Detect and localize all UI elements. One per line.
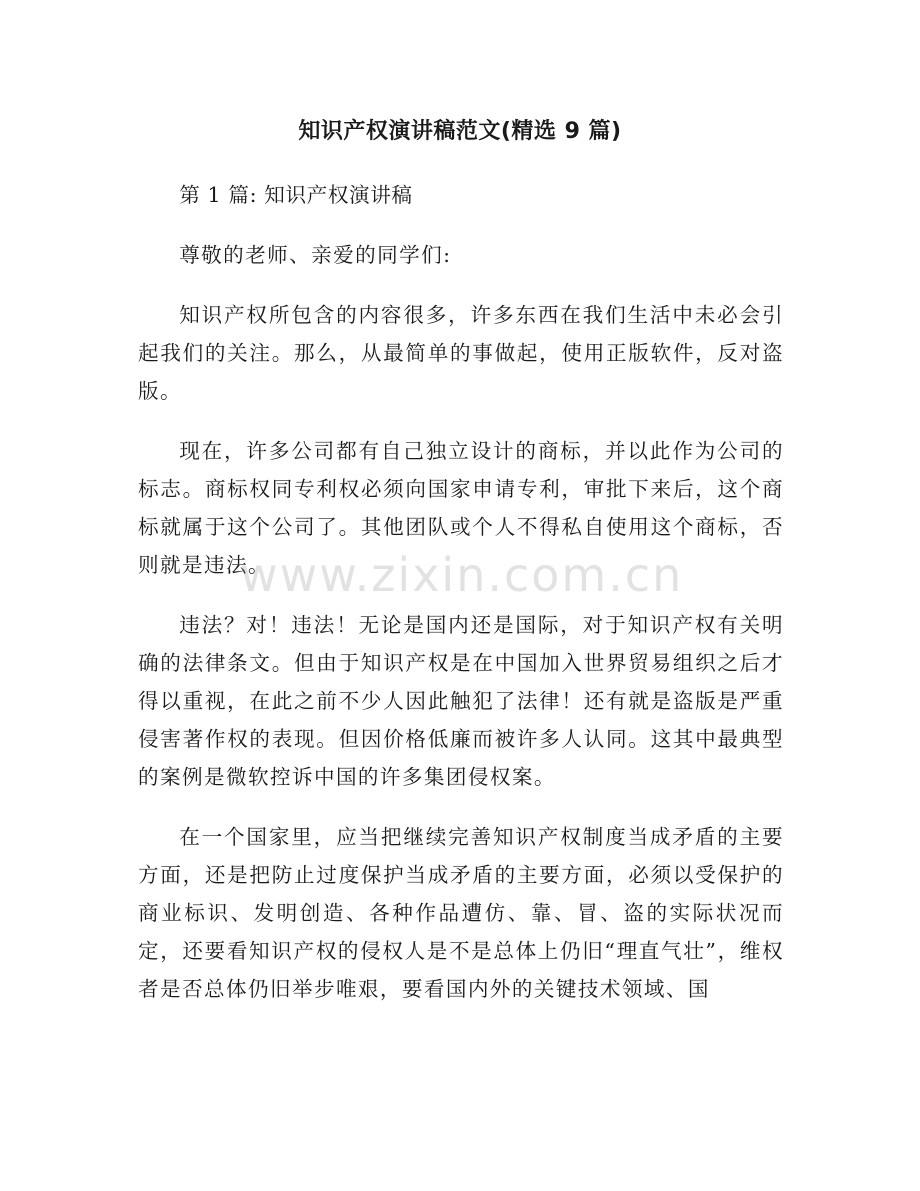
paragraph-1: 知识产权所包含的内容很多，许多东西在我们生活中未必会引起我们的关注。那么，从最简单的事做起，使用正版软件，反对盗版。 — [138, 303, 784, 403]
paragraph-4: 在一个国家里，应当把继续完善知识产权制度当成矛盾的主要方面，还是把防止过度保护当成矛盾的主要方面，必须以受保护的商业标识、发明创造、各种作品遭仿、靠、冒、盗的实际状况而定，还要看知识产权的侵权人是不是总体上仍旧“理直气壮”，维权者是否总体仍旧举步唯艰，要看国内外的关键技术领域、国 — [138, 825, 784, 1001]
salutation: 尊敬的老师、亲爱的同学们: — [179, 243, 452, 267]
document-body — [138, 176, 784, 1030]
document-title: 知识产权演讲稿范文(精选 9 篇) — [298, 119, 622, 144]
paragraph-2: 现在，许多公司都有自己独立设计的商标，并以此作为公司的标志。商标权同专利权必须向国家申请专利，审批下来后，这个商标就属于这个公司了。其他团队或个人不得私自使用这个商标，否则就是违法。 — [138, 439, 784, 577]
paragraph-3: 违法？对！违法！无论是国内还是国际，对于知识产权有关明确的法律条文。但由于知识产权是在中国加入世界贸易组织之后才得以重视，在此之前不少人因此触犯了法律！还有就是盗版是严重侵害著作权的表现。但因价格低廉而被许多人认同。这其中最典型的案例是微软控诉中国的许多集团侵权案。 — [138, 613, 784, 789]
watermark: www.zixin.com.cn — [240, 548, 684, 602]
section-heading: 第 1 篇: 知识产权演讲稿 — [179, 183, 413, 207]
